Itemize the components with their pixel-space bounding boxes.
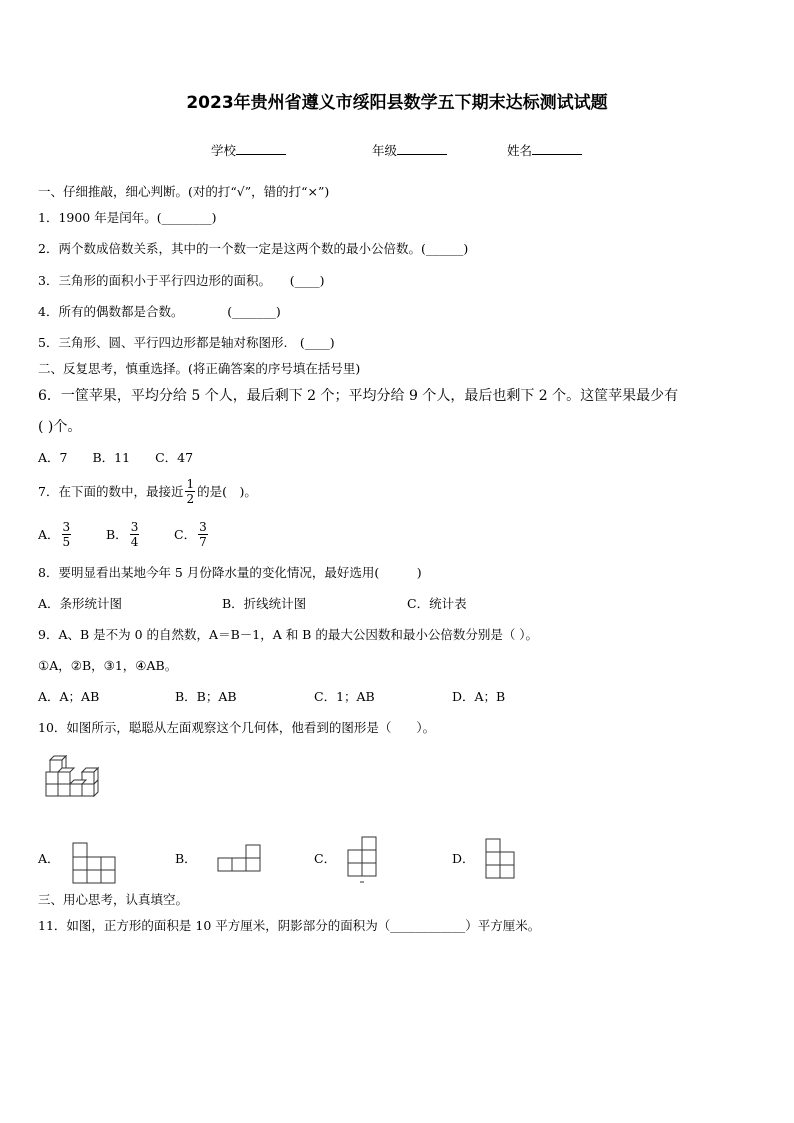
question-7-option-a [38,517,73,551]
school-blank[interactable] [236,142,286,155]
name-blank[interactable] [532,142,582,155]
name-label: 姓名 [507,143,533,158]
question-9-option-d: D．A；B [452,689,506,704]
fraction-denominator: 2 [186,491,195,506]
fraction-numerator: 1 [186,476,195,491]
question-9-option-c: C．1；AB [314,689,375,704]
option-fraction [198,520,208,549]
section1-heading: 一、仔细推敲，细心判断。(对的打“√”，错的打“×”) [38,184,330,199]
option-label: C． [174,527,197,542]
question-10-option-a-label: A． [38,851,60,866]
fraction-numerator: 3 [199,519,207,534]
question-7 [38,476,257,506]
cube-stack-figure [44,758,104,806]
fraction-numerator: 3 [130,519,139,534]
question-7-suffix: 的是( )。 [197,484,257,499]
option-a-figure [72,842,116,884]
question-7-option-b [106,517,141,551]
question-10-option-c-label: C． [314,851,337,866]
question-8-option-a: A．条形统计图 [38,596,123,611]
grade-field[interactable] [372,141,447,159]
question-8-option-b: B．折线统计图 [222,596,307,611]
question-8: 8．要明显看出某地今年 5 月份降水量的变化情况，最好选用( ) [38,565,422,580]
name-field[interactable] [507,141,582,159]
grade-blank[interactable] [397,142,447,155]
option-label: A． [38,527,60,542]
option-fraction [62,520,72,549]
fraction-numerator: 3 [62,519,71,534]
question-10-option-d-label: D． [452,851,475,866]
section2-heading: 二、反复思考，慎重选择。(将正确答案的序号填在括号里) [38,361,361,376]
fraction-denominator: 4 [130,534,139,549]
question-8-option-c: C．统计表 [407,596,467,611]
question-3: 3．三角形的面积小于平行四边形的面积。 (____) [38,273,325,288]
question-6-options: A．7 B．11 C．47 [38,450,194,465]
question-6-line1: 6．一筐苹果，平均分给 5 个人，最后剩下 2 个；平均分给 9 个人，最后也剩下 2 个。这筐苹果最少有 [38,388,679,404]
question-9-option-a: A．A；AB [38,689,100,704]
question-11: 11．如图，正方形的面积是 10 平方厘米，阴影部分的面积为（____________）平方厘米。 [38,918,541,933]
question-10: 10．如图所示，聪聪从左面观察这个几何体，他看到的图形是（ ）。 [38,720,436,735]
option-c-figure [347,836,377,884]
fraction-half [185,477,195,506]
school-label: 学校 [211,143,237,158]
question-2: 2．两个数成倍数关系，其中的一个数一定是这两个数的最小公倍数。(______) [38,241,469,256]
school-field[interactable] [211,141,286,159]
question-4: 4．所有的偶数都是合数。 (_______) [38,304,281,319]
section3-heading: 三、用心思考，认真填空。 [38,892,189,907]
question-7-option-c [174,517,210,551]
grade-label: 年级 [372,143,398,158]
question-6-line2: ( )个。 [38,419,82,435]
question-9-choices: ①A，②B，③1，④AB。 [38,658,178,673]
option-fraction [130,520,140,549]
question-9: 9．A、B 是不为 0 的自然数，A＝B－1，A 和 B 的最大公因数和最小公倍数分别是（ ）。 [38,627,539,642]
option-label: B． [106,527,128,542]
fraction-denominator: 7 [199,534,207,549]
question-10-option-b-label: B． [175,851,197,866]
question-9-option-b: B．B；AB [175,689,237,704]
page-title: 2023年贵州省遵义市绥阳县数学五下期末达标测试试题 [186,93,608,113]
fraction-denominator: 5 [62,534,71,549]
option-d-figure [485,838,515,882]
question-1: 1．1900 年是闰年。(________) [38,210,217,225]
question-5: 5．三角形、圆、平行四边形都是轴对称图形. (____) [38,335,335,350]
option-b-figure [217,844,261,872]
question-7-prefix: 7．在下面的数中，最接近 [38,484,184,499]
